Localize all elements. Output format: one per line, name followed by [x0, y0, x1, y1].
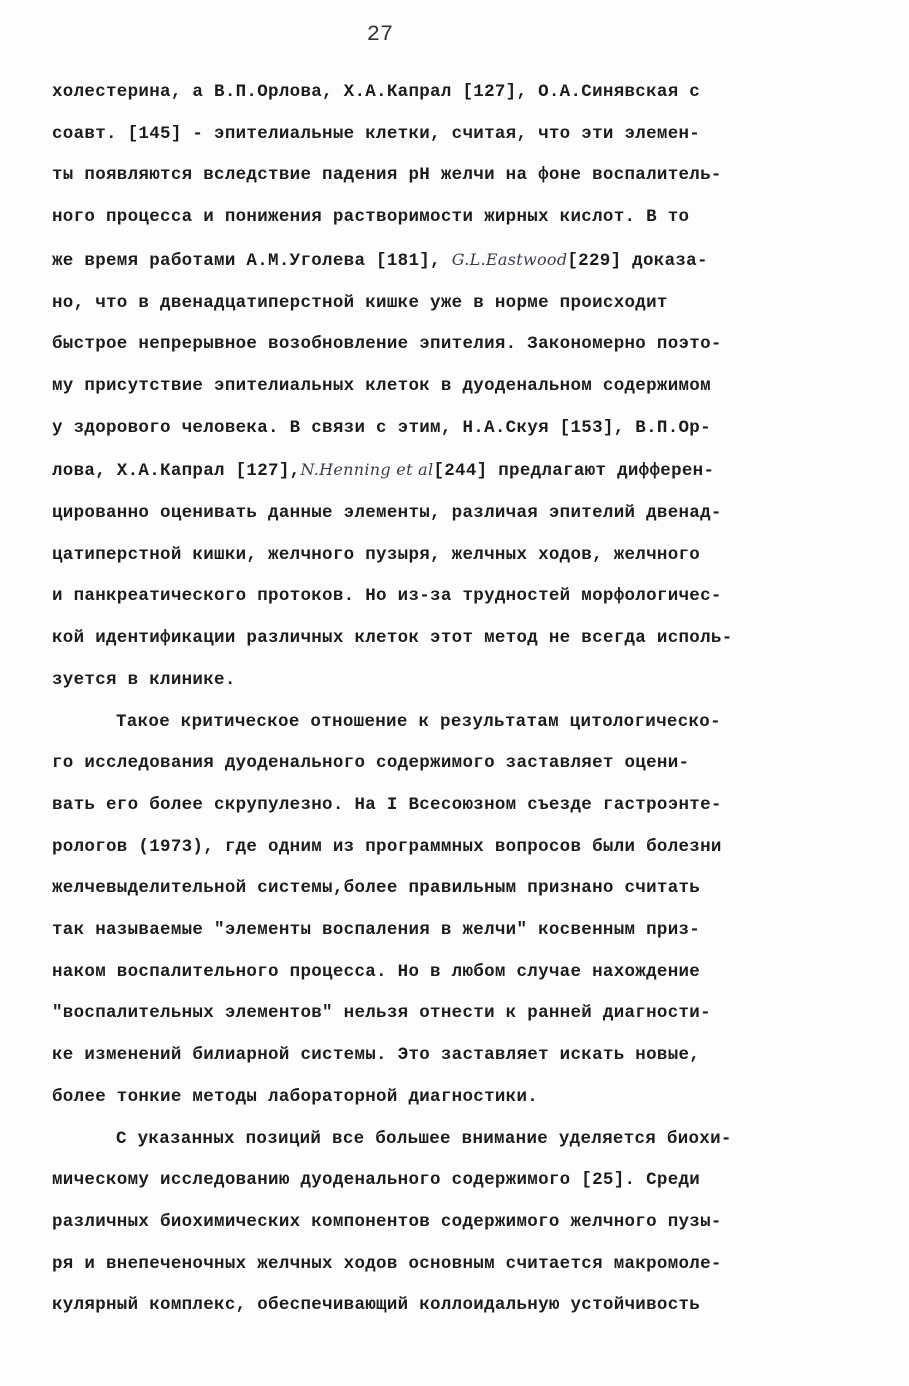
paragraph-first-line: Такое критическое отношение к результатам цитологическо-	[116, 711, 721, 732]
text-line: желчевыделительной системы,более правильным признано считать	[52, 878, 701, 899]
text-line: вать его более скрупулезно. На I Всесоюзном съезде гастроэнте-	[52, 794, 722, 815]
text-line: более тонкие методы лабораторной диагностики.	[52, 1086, 539, 1107]
paragraph-first-line: С указанных позиций все большее внимание уделяется биохи-	[116, 1128, 732, 1149]
body-text	[52, 72, 852, 1327]
handwritten-author-citation: G.L.Eastwood	[451, 249, 568, 269]
text-line: у здорового человека. В связи с этим, Н.А.Скуя [153], В.П.Ор-	[52, 417, 711, 438]
text-line: кой идентификации различных клеток этот метод не всегда исполь-	[52, 628, 733, 649]
text-line-with-handwritten-citation	[52, 449, 852, 493]
text-line: и панкреатического протоков. Но из-за трудностей морфологичес-	[52, 586, 722, 607]
text-line: му присутствие эпителиальных клеток в дуоденальном содержимом	[52, 375, 711, 396]
text-line: но, что в двенадцатиперстной кишке уже в норме происходит	[52, 292, 668, 313]
page-number: 27	[366, 22, 394, 47]
text-line: мическому исследованию дуоденального содержимого [25]. Среди	[52, 1170, 701, 1191]
text-line: цированно оценивать данные элементы, различая эпителий двенад-	[52, 503, 722, 524]
text-line: ты появляются вследствие падения рН желчи на фоне воспалитель-	[52, 165, 722, 186]
text-line: различных биохимических компонентов содержимого желчного пузы-	[52, 1211, 722, 1232]
handwritten-author-citation: N.Henning et al	[300, 460, 434, 480]
text-line: ного процесса и понижения растворимости жирных кислот. В то	[52, 207, 690, 228]
text-segment: [244] предлагают дифферен-	[433, 461, 715, 482]
text-line: холестерина, а В.П.Орлова, Х.А.Капрал [127], О.А.Синявская с	[52, 82, 701, 102]
text-line: соавт. [145] - эпителиальные клетки, считая, что эти элемен-	[52, 123, 701, 144]
text-segment: лова, Х.А.Капрал [127],	[52, 461, 301, 482]
text-line: быстрое непрерывное возобновление эпителия. Закономерно поэто-	[52, 334, 722, 355]
text-line: зуется в клинике.	[52, 669, 236, 690]
text-line: кулярный комплекс, обеспечивающий коллоидальную устойчивость	[52, 1295, 701, 1316]
text-line-with-handwritten-citation	[52, 239, 852, 283]
text-line: так называемые "элементы воспаления в желчи" косвенным приз-	[52, 920, 701, 941]
text-line: "воспалительных элементов" нельзя отнести к ранней диагности-	[52, 1003, 711, 1024]
text-line: рологов (1973), где одним из программных вопросов были болезни	[52, 836, 722, 857]
text-line: наком воспалительного процесса. Но в любом случае нахождение	[52, 961, 701, 982]
text-line: цатиперстной кишки, желчного пузыря, желчных ходов, желчного	[52, 544, 701, 565]
text-line: го исследования дуоденального содержимого заставляет оцени-	[52, 753, 690, 774]
text-segment: же время работами А.М.Уголева [181],	[52, 250, 441, 271]
text-line: ке изменений билиарной системы. Это заставляет искать новые,	[52, 1045, 701, 1066]
text-line: ря и внепеченочных желчных ходов основным считается макромоле-	[52, 1253, 722, 1274]
text-segment: [229] доказа-	[567, 250, 708, 271]
